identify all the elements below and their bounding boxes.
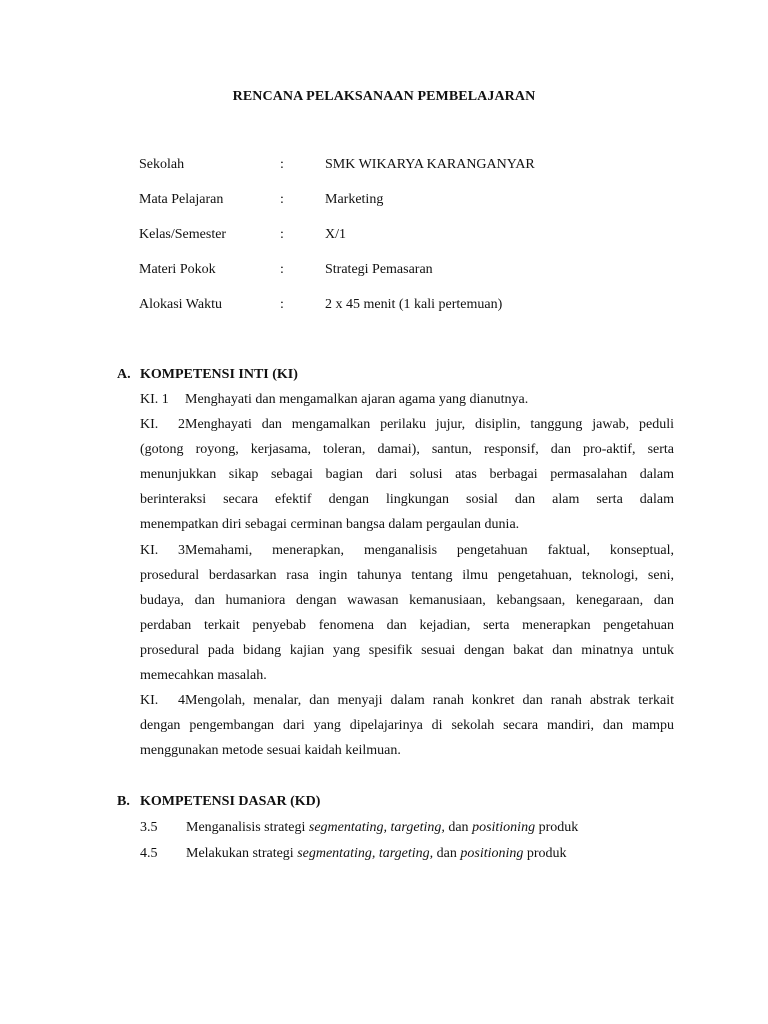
identity-value: Marketing — [325, 192, 384, 207]
ki-line — [140, 412, 674, 437]
ki-text: budaya, dan humaniora dengan wawasan kemanusiaan, kebangsaan, kenegaraan, dan — [140, 592, 674, 608]
ki-text: perdaban terkait penyebab fenomena dan kejadian, serta menerapkan pengetahuan — [140, 617, 674, 633]
ki-text: prosedural pada bidang kajian yang spesifik sesuai dengan bakat dan minatnya untuk — [140, 642, 674, 658]
identity-row-subject — [139, 192, 699, 212]
identity-value: 2 x 45 menit (1 kali pertemuan) — [325, 297, 503, 312]
ki-text: dengan pengembangan dari yang dipelajarinya di sekolah secara mandiri, dan mampu — [140, 718, 674, 734]
ki-list — [140, 387, 674, 763]
kd-tail: produk — [526, 846, 567, 861]
ki-line — [140, 638, 674, 663]
ki-text: Menghayati dan mengamalkan perilaku jujur, disiplin, tanggung jawab, peduli — [185, 417, 674, 433]
kd-number: 4.5 — [140, 846, 158, 861]
identity-label: Mata Pelajaran — [139, 192, 224, 207]
identity-value: Strategi Pemasaran — [325, 262, 433, 277]
ki-line — [140, 462, 674, 487]
identity-colon: : — [280, 192, 284, 207]
ki-line — [140, 512, 674, 537]
ki-text: memecahkan masalah. — [140, 668, 267, 684]
kd-term: segmentating, targeting, — [308, 820, 445, 835]
kd-term: segmentating, targeting, — [297, 846, 434, 861]
identity-label: Alokasi Waktu — [139, 297, 222, 312]
ki-number: KI. 4 — [140, 693, 185, 709]
ki-line — [140, 563, 674, 588]
kd-verb: Melakukan strategi — [186, 846, 294, 861]
ki-line — [140, 588, 674, 613]
identity-colon: : — [280, 227, 284, 242]
ki-text: berinteraksi secara efektif dengan lingkungan sosial dan alam serta dalam — [140, 492, 674, 508]
document-title: RENCANA PELAKSANAAN PEMBELAJARAN — [232, 89, 536, 104]
ki-text: (gotong royong, kerjasama, toleran, damai), santun, responsif, dan pro-aktif, serta — [140, 442, 674, 458]
ki-line — [140, 738, 674, 763]
identity-value: SMK WIKARYA KARANGANYAR — [325, 157, 535, 172]
ki-number: KI. 1 — [140, 392, 169, 407]
ki-line — [140, 437, 674, 462]
ki-number: KI. 2 — [140, 417, 185, 433]
ki-text: Memahami, menerapkan, menganalisis pengetahuan faktual, konseptual, — [185, 542, 674, 558]
identity-row-topic — [139, 262, 699, 282]
ki-text: Menghayati dan mengamalkan ajaran agama yang dianutnya. — [185, 392, 529, 407]
ki-line — [140, 613, 674, 638]
identity-colon: : — [280, 157, 284, 172]
kd-item — [140, 820, 674, 836]
section-letter: A. — [117, 367, 131, 382]
ki-line — [140, 387, 674, 412]
ki-line — [140, 713, 674, 738]
kd-number: 3.5 — [140, 820, 158, 835]
kd-term: positioning — [460, 846, 524, 861]
identity-colon: : — [280, 262, 284, 277]
identity-row-class — [139, 227, 699, 247]
kd-item — [140, 846, 674, 862]
ki-number: KI. 3 — [140, 542, 185, 558]
kd-conj: dan — [436, 846, 457, 861]
kd-term: positioning — [472, 820, 536, 835]
section-b-heading — [117, 794, 320, 810]
section-a-heading — [117, 367, 298, 383]
identity-value: X/1 — [325, 227, 346, 242]
identity-label: Materi Pokok — [139, 262, 216, 277]
ki-line — [140, 487, 674, 512]
kd-tail: produk — [538, 820, 579, 835]
ki-line — [140, 663, 674, 688]
identity-colon: : — [280, 297, 284, 312]
ki-line — [140, 538, 674, 563]
identity-label: Kelas/Semester — [139, 227, 227, 242]
ki-text: Mengolah, menalar, dan menyaji dalam ranah konkret dan ranah abstrak terkait — [185, 693, 674, 709]
identity-row-time — [139, 297, 699, 317]
ki-line — [140, 688, 674, 713]
ki-text: menunjukkan sikap sebagai bagian dari solusi atas berbagai permasalahan dalam — [140, 467, 674, 483]
section-title: KOMPETENSI INTI (KI) — [140, 367, 298, 382]
ki-text: prosedural berdasarkan rasa ingin tahunya tentang ilmu pengetahuan, teknologi, seni, — [140, 567, 674, 583]
ki-text: menggunakan metode sesuai kaidah keilmuan. — [140, 743, 401, 759]
kd-conj: dan — [448, 820, 469, 835]
section-title: KOMPETENSI DASAR (KD) — [140, 794, 321, 809]
identity-row-school — [139, 157, 699, 177]
section-letter: B. — [117, 794, 130, 809]
ki-text: menempatkan diri sebagai cerminan bangsa dalam pergaulan dunia. — [140, 517, 520, 533]
kd-verb: Menganalisis strategi — [186, 820, 306, 835]
identity-label: Sekolah — [139, 157, 185, 172]
